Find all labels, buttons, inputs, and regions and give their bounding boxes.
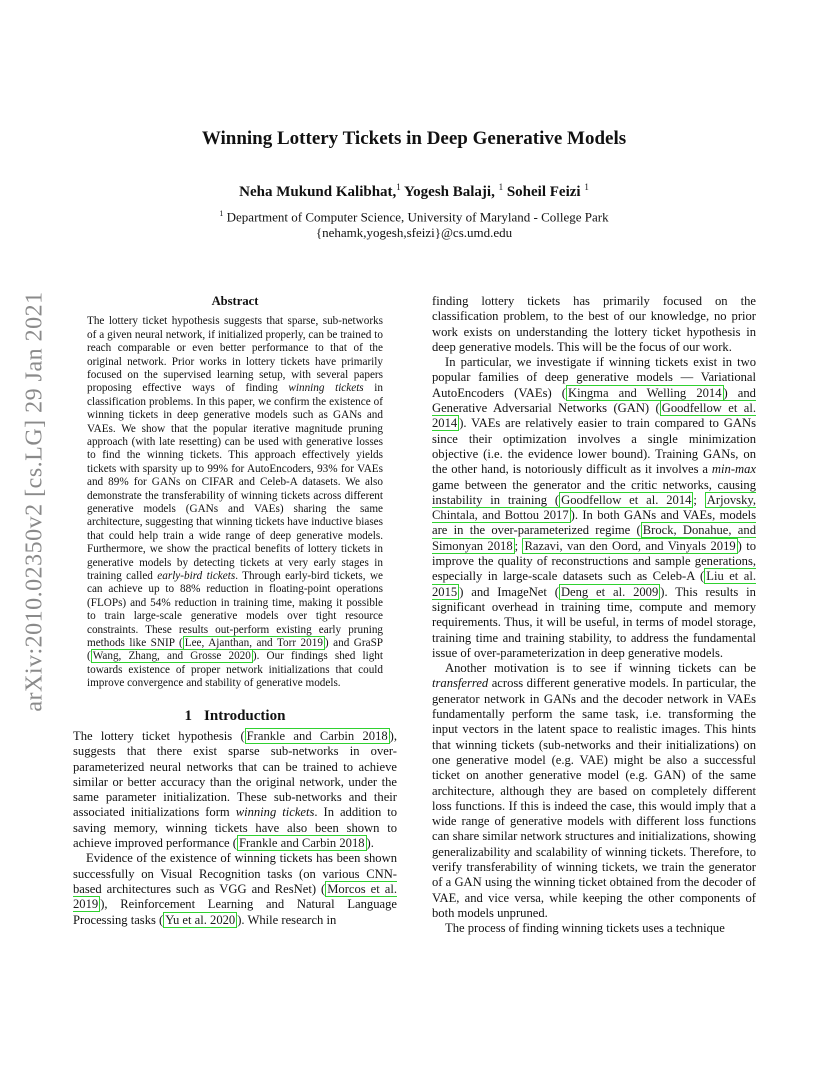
text-run: ) and Generative Adversarial Networks (GAN) ( xyxy=(432,385,756,416)
author-name: Yogesh Balaji, xyxy=(404,184,495,200)
text-run: ; xyxy=(514,538,523,553)
emphasis: early-bird tickets xyxy=(157,570,236,583)
text-run: in classification problems. In this paper, we confirm the existence of winning tickets in deep generative models such as GANs and VAEs. We show that the popular iterative magnitude pruning approach (with late resetting) can be used with generative losses to find the winning tickets. This approach effectively yields tickets with sparsity up to 99% for AutoEncoders, 93% for VAEs and 89% for GANs on CIFAR and Celeb-A datasets. We also demonstrate the transferability of winning tickets across different generative models (GANs and VAEs) sharing the same architecture, suggesting that winning tickets have inductive biases that could help train a wide range of deep generative models. Furthermore, we show the practical benefits of lottery tickets in generative models by detecting tickets at very early stages in training called xyxy=(87,382,383,583)
citation-link[interactable]: Goodfellow et al. 2014 xyxy=(561,492,692,507)
intro-paragraph xyxy=(73,729,397,851)
text-run: ). While research in xyxy=(237,912,337,927)
text-run: ) and GraSP ( xyxy=(87,637,384,663)
author-affil-mark: 1 xyxy=(498,182,504,192)
left-column xyxy=(73,294,397,928)
emphasis: transferred xyxy=(432,676,489,691)
affiliation-emails: {nehamk,yogesh,sfeizi}@cs.umd.edu xyxy=(315,225,513,241)
citation-link[interactable]: Frankle and Carbin 2018 xyxy=(246,728,388,743)
emphasis: winning tickets xyxy=(235,805,315,820)
author-affil-mark: 1 xyxy=(396,182,401,192)
text-run: game between the generator and the critic networks, causing instability in training ( xyxy=(432,477,756,507)
emphasis: winning tickets xyxy=(288,382,364,395)
text-run: across different generative models. In particular, the generator network in GANs and the decoder network in VAEs fundamentally perform the same task, i.e. transforming the input vectors in the latent space to realistic images. This hints that winning tickets (sub-networks and their initializations) on one generative model (e.g. VAE) might be also a successful ticket on another generative model (e.g. GAN) of the same architecture, although they are based on completely different loss functions. If this is indeed the case, this would imply that a wide range of generative models with different loss functions can share similar network structures and initializations, showing generalizability and scalability of winning tickets. Therefore, to verify transferability of winning tickets, we train the generator of a GAN using the winning ticket obtained from the decoder of VAE, and vice versa, while keeping the other components of both models unpruned. xyxy=(432,676,756,920)
text-run: ), suggests that there exist sparse sub-networks in over-parameterized neural networks that can be trained to achieve similar or better accuracy than the original network, under the same parameter initialization. These sub-networks and their associated initializations form xyxy=(73,728,398,820)
citation-link[interactable]: Brock, Donahue, and Simonyan 2018 xyxy=(432,523,756,553)
text-run: The lottery ticket hypothesis ( xyxy=(73,728,245,743)
citation-link[interactable]: Kingma and Welling 2014 xyxy=(567,385,722,400)
author-name: Soheil Feizi xyxy=(506,184,581,200)
citation-link[interactable]: Goodfellow et al. 2014 xyxy=(432,401,756,431)
text-run: ). This results in significant overhead in training time, compute and memory requirements. Thus, it will be useful, in terms of model storage, training time and training stability, to address the fundamental issue of over-parameterization in deep generative models. xyxy=(432,584,756,660)
text-run: ), Reinforcement Learning and Natural Language Processing tasks ( xyxy=(73,897,397,927)
text-run: Another motivation is to see if winning tickets can be xyxy=(445,661,756,676)
body-paragraph xyxy=(432,661,756,921)
body-paragraph xyxy=(432,355,756,661)
text-run: . Through early-bird tickets, we can achieve up to 88% reduction in floating-point operations (FLOPs) and 54% reduction in training time, making it possible to train large-scale generative models over tight resource constraints. These results out-perform existing early pruning methods like SNIP ( xyxy=(87,570,383,650)
intro-paragraph xyxy=(73,851,397,927)
author-list xyxy=(0,182,828,201)
paper-title: Winning Lottery Tickets in Deep Generative Models xyxy=(201,128,627,149)
right-column xyxy=(432,294,756,936)
citation-link[interactable]: Deng et al. 2009 xyxy=(560,584,659,599)
emphasis: min-max xyxy=(711,462,756,477)
text-run: ). xyxy=(366,836,374,851)
text-run: ). In both GANs and VAEs, models are in the over-parameterized regime ( xyxy=(432,508,756,538)
body-paragraph: finding lottery tickets has primarily focused on the classification problem, to the best of our knowledge, no prior work exists on understanding the lottery ticket hypothesis in deep generative models. This will be the focus of our work. xyxy=(432,294,756,354)
affiliation-mark: 1 xyxy=(219,209,224,218)
body-paragraph: The process of finding winning tickets uses a technique xyxy=(445,921,725,936)
text-run: The lottery ticket hypothesis suggests that sparse, sub-networks of a given neural network, if initialized properly, can be trained to reach comparable or even better performance to that of the original network. Prior works in lottery tickets have primarily focused on the supervised learning setup, with several papers proposing effective ways of finding xyxy=(87,315,383,395)
text-run: In particular, we investigate if winning tickets exist in two popular families of deep generative models — Variational AutoEncoders (VAEs) ( xyxy=(432,355,756,400)
citation-link[interactable]: Frankle and Carbin 2018 xyxy=(238,836,365,851)
citation-link[interactable]: Razavi, van den Oord, and Vinyals 2019 xyxy=(524,538,736,553)
text-run: . In addition to saving memory, winning tickets have also been shown to achieve improved performance ( xyxy=(73,805,398,851)
text-run: ). VAEs are relatively easier to train compared to GANs since their optimization involves a single minimization objective (i.e. the evidence lower bound). Training GANs, on the other hand, is notoriously difficult as it involves a xyxy=(432,416,756,477)
citation-link[interactable]: Wang, Zhang, and Grosse 2020 xyxy=(92,650,251,663)
citation-link[interactable]: Liu et al. 2015 xyxy=(432,569,756,599)
section-title: Introduction xyxy=(204,707,286,724)
text-run: Evidence of the existence of winning tickets has been shown successfully on Visual Recognition tasks (on various CNN-based architectures such as VGG and ResNet) ( xyxy=(73,851,397,896)
arxiv-identifier xyxy=(12,266,58,736)
abstract-heading: Abstract xyxy=(211,294,259,308)
text-run: ; xyxy=(693,492,705,507)
author-name: Neha Mukund Kalibhat, xyxy=(239,184,397,200)
text-run: ). Our findings shed light towards existence of proper network initializations that could improve convergence and stability of generative models. xyxy=(87,650,383,690)
citation-link[interactable]: Arjovsky, Chintala, and Bottou 2017 xyxy=(432,492,757,523)
citation-link[interactable]: Morcos et al. 2019 xyxy=(73,881,397,912)
text-run: ) and ImageNet ( xyxy=(459,584,559,599)
citation-link[interactable]: Lee, Ajanthan, and Torr 2019 xyxy=(184,637,323,650)
abstract-text xyxy=(87,315,383,690)
section-number: 1 xyxy=(184,707,193,724)
author-affil-mark: 1 xyxy=(584,182,589,192)
affiliation-block xyxy=(0,206,828,241)
citation-link[interactable]: Yu et al. 2020 xyxy=(165,912,236,927)
arxiv-identifier-text: arXiv:2010.02350v2 [cs.LG] 29 Jan 2021 xyxy=(21,290,48,712)
text-run: ) to improve the quality of reconstructions and sample generations, especially in large-scale datasets such as Celeb-A ( xyxy=(432,538,757,584)
affiliation-department: Department of Computer Science, University of Maryland - College Park xyxy=(226,209,609,225)
section-heading-introduction xyxy=(73,709,397,724)
